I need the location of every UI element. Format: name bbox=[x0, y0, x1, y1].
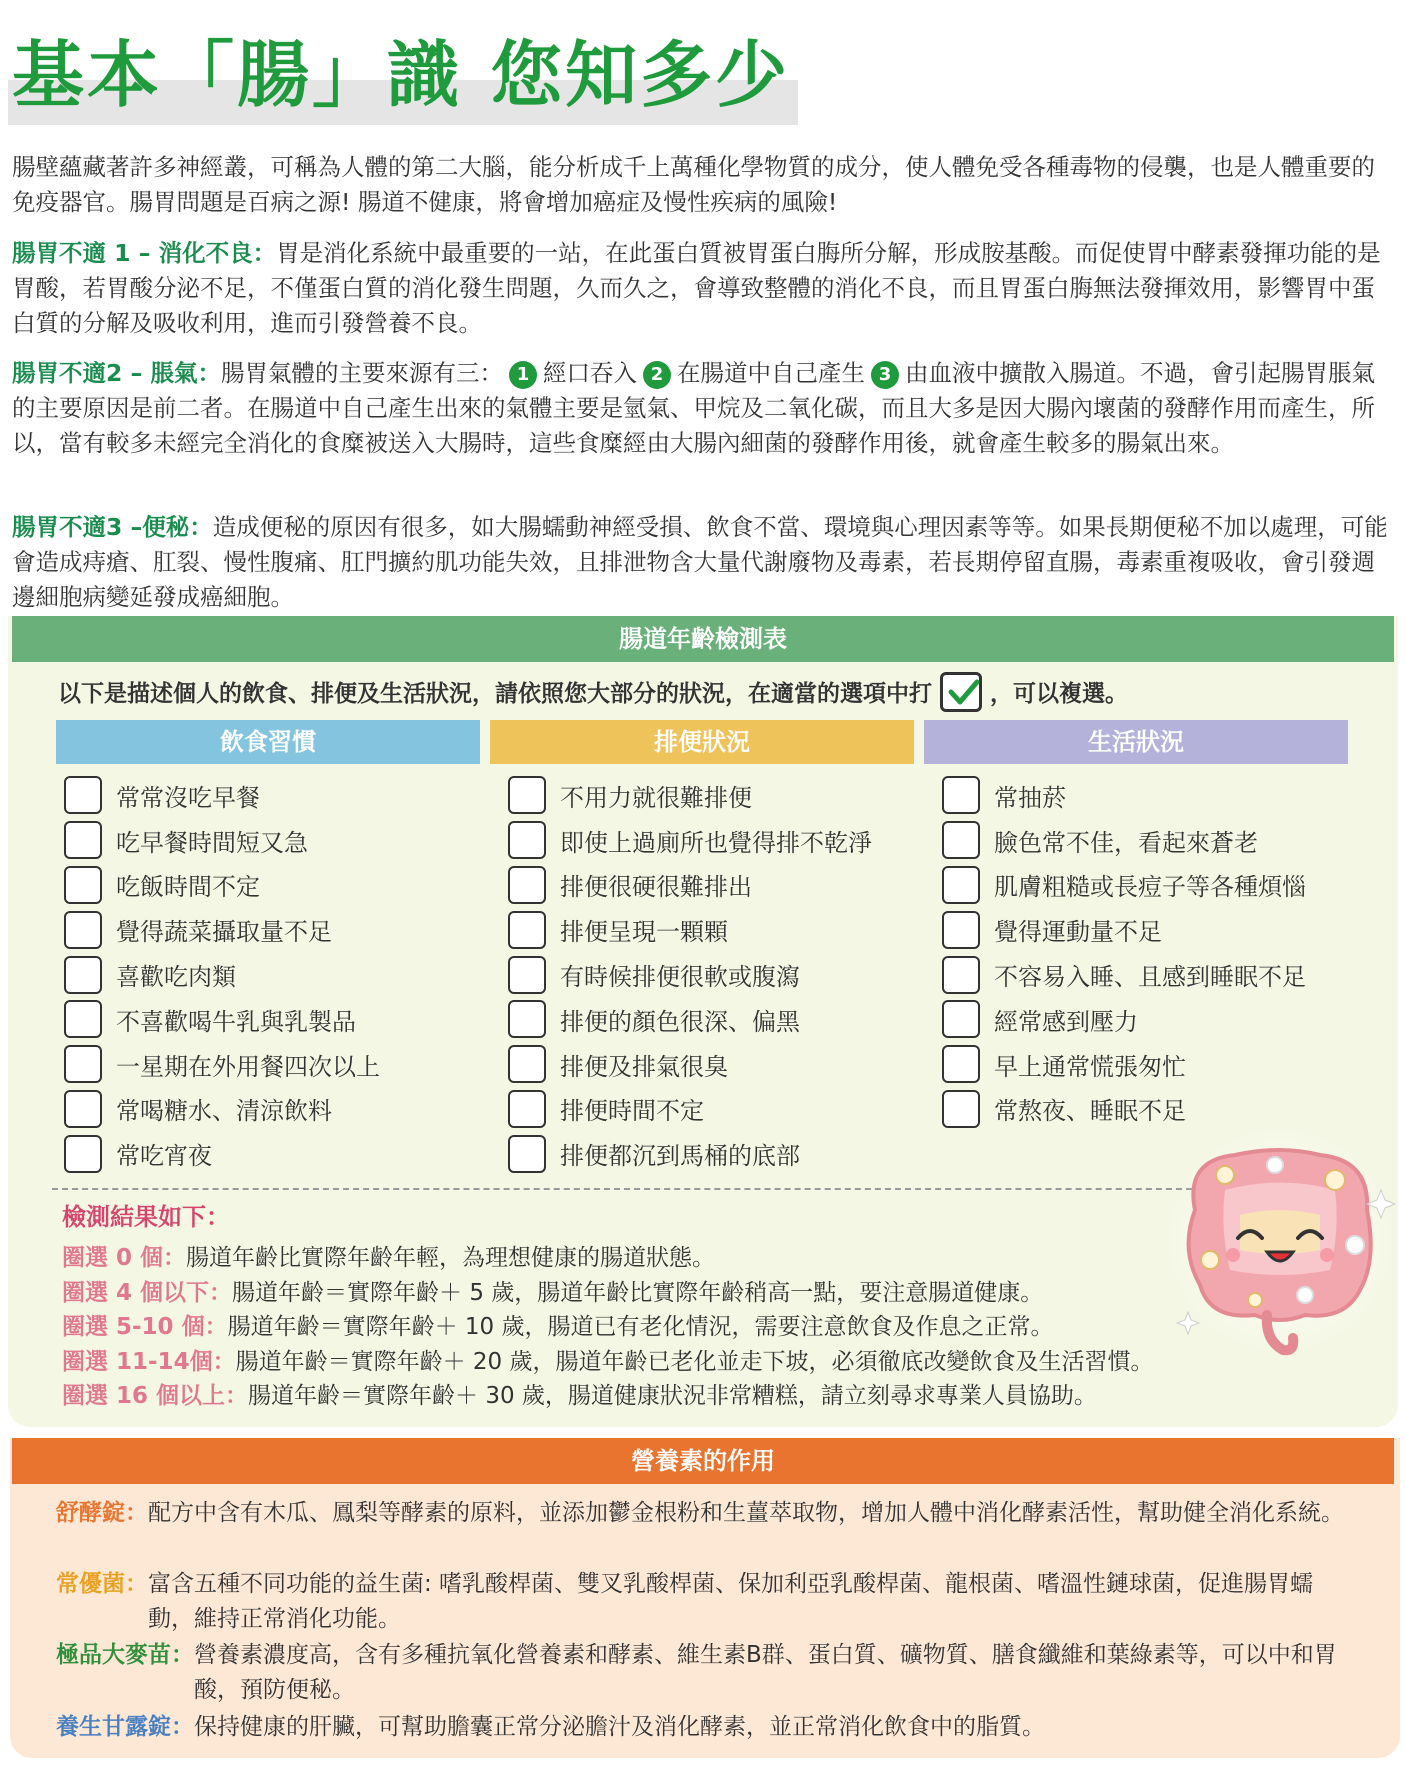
checklist-item[interactable] bbox=[64, 818, 380, 863]
checkbox[interactable] bbox=[508, 956, 546, 994]
number-badge-2: 2 bbox=[643, 361, 671, 389]
result-text: 腸道年齡＝實際年齡＋ 30 歲，腸道健康狀況非常糟糕，請立刻尋求專業人員協助。 bbox=[248, 1383, 1097, 1409]
checkbox[interactable] bbox=[508, 1045, 546, 1083]
result-item bbox=[62, 1379, 1153, 1414]
intestine-mascot-icon bbox=[1155, 1120, 1405, 1370]
checklist-item[interactable] bbox=[508, 1131, 872, 1176]
gas-source-3: 由血液中擴散入腸道。 bbox=[904, 359, 1140, 387]
checkbox[interactable] bbox=[942, 1045, 980, 1083]
checklist-item-label: 吃早餐時間短又急 bbox=[116, 828, 308, 857]
checklist-item-label: 常常沒吃早餐 bbox=[116, 783, 260, 812]
nutrition-text: 營養素濃度高，含有多種抗氧化營養素和酵素、維生素B群、蛋白質、礦物質、膳食纖維和葉綠素等，可以中和胃酸，預防便秘。 bbox=[194, 1642, 1337, 1703]
checklist-item[interactable] bbox=[942, 907, 1306, 952]
checklist-item[interactable] bbox=[64, 907, 380, 952]
checkbox[interactable] bbox=[64, 821, 102, 859]
column-header-lifestyle: 生活狀況 bbox=[924, 720, 1348, 764]
checklist-item[interactable] bbox=[942, 952, 1306, 997]
result-text: 腸道年齡＝實際年齡＋ 5 歲，腸道年齡比實際年齡稍高一點，要注意腸道健康。 bbox=[232, 1279, 1044, 1306]
result-item bbox=[62, 1276, 1153, 1311]
results-divider bbox=[52, 1188, 1192, 1190]
gas-source-1: 經口吞入 bbox=[542, 359, 637, 387]
checkbox[interactable] bbox=[508, 1135, 546, 1173]
nutrition-label: 舒酵錠： bbox=[56, 1500, 148, 1526]
checkmark-icon bbox=[940, 672, 982, 712]
checklist-item-label: 排便的顏色很深、偏黑 bbox=[560, 1007, 800, 1036]
checklist-item-label: 常熬夜、睡眠不足 bbox=[994, 1097, 1186, 1126]
result-text: 腸道年齡＝實際年齡＋ 20 歲，腸道年齡已老化並走下坡，必須徹底改變飲食及生活習慣。 bbox=[235, 1348, 1154, 1375]
checklist-item-label: 排便呈現一顆顆 bbox=[560, 918, 728, 947]
checklist-item-label: 臉色常不佳，看起來蒼老 bbox=[994, 828, 1258, 857]
nutrition-text: 配方中含有木瓜、鳳梨等酵素的原料，並添加鬱金根粉和生薑萃取物，增加人體中消化酵素活性，幫助健全消化系統。 bbox=[148, 1500, 1344, 1526]
nutrition-item bbox=[56, 1496, 1346, 1531]
result-item bbox=[62, 1310, 1153, 1345]
lifestyle-checklist bbox=[942, 773, 1306, 1131]
nutrition-label: 常優菌： bbox=[56, 1571, 148, 1597]
result-label: 圈選 11-14個： bbox=[62, 1348, 236, 1375]
checklist-item[interactable] bbox=[64, 863, 380, 908]
checkbox[interactable] bbox=[508, 1090, 546, 1128]
intro-paragraph: 腸壁蘊藏著許多神經叢，可稱為人體的第二大腦，能分析成千上萬種化學物質的成分，使人體免受各種毒物的侵襲，也是人體重要的免疫器官。腸胃問題是百病之源! 腸道不健康，將會增加癌症及慢性疾病的風險! bbox=[12, 153, 1375, 216]
checkbox[interactable] bbox=[64, 1090, 102, 1128]
checklist-item-label: 覺得蔬菜攝取量不足 bbox=[116, 918, 332, 947]
checklist-item[interactable] bbox=[64, 773, 380, 818]
instruction-text: 以下是描述個人的飲食、排便及生活狀況，請依照您大部分的狀況，在適當的選項中打 bbox=[58, 681, 932, 707]
number-badge-3: 3 bbox=[871, 361, 899, 389]
paragraph-bloating bbox=[12, 356, 1394, 461]
paragraph-indigestion bbox=[12, 236, 1394, 341]
result-text: 腸道年齡＝實際年齡＋ 10 歲，腸道已有老化情況，需要注意飲食及作息之正常。 bbox=[227, 1314, 1054, 1340]
result-label: 圈選 5-10 個： bbox=[62, 1314, 228, 1340]
checkbox[interactable] bbox=[508, 821, 546, 859]
checklist-item-label: 喜歡吃肉類 bbox=[116, 963, 236, 992]
result-label: 圈選 4 個以下： bbox=[62, 1279, 233, 1306]
checkbox[interactable] bbox=[942, 866, 980, 904]
column-header-bowel: 排便狀況 bbox=[490, 720, 914, 764]
checklist-item-label: 經常感到壓力 bbox=[994, 1007, 1138, 1036]
paragraph-label: 腸胃不適3 –便秘： bbox=[12, 513, 213, 541]
gas-source-2: 在腸道中自己產生 bbox=[676, 359, 865, 387]
checklist-item-label: 排便及排氣很臭 bbox=[560, 1052, 728, 1081]
instruction-text-end: ，可以複選。 bbox=[990, 681, 1128, 707]
checkbox[interactable] bbox=[64, 1135, 102, 1173]
results-list bbox=[62, 1241, 1153, 1414]
checkbox[interactable] bbox=[508, 776, 546, 814]
paragraph-text: 不過，會引起腸胃脹氣的主要原因是前二者。在腸道中自己產生出來的氣體主要是氫氣、甲烷及二氧化碳，而且大多是因大腸內壞菌的發酵作用而產生，所以，當有較多未經完全消化的食糜被送入大腸時，這些食糜經由大腸內細菌的發酵作用後，就會產生較多的腸氣出來。 bbox=[12, 359, 1375, 457]
column-header-diet: 飲食習慣 bbox=[56, 720, 480, 764]
checkbox[interactable] bbox=[64, 776, 102, 814]
paragraph-label: 腸胃不適 1 – 消化不良： bbox=[12, 239, 277, 267]
checklist-item-label: 早上通常慌張匆忙 bbox=[994, 1052, 1186, 1081]
checkbox[interactable] bbox=[942, 1000, 980, 1038]
checklist-item[interactable] bbox=[64, 1042, 380, 1087]
checkbox[interactable] bbox=[64, 911, 102, 949]
checklist-item-label: 排便都沉到馬桶的底部 bbox=[560, 1142, 800, 1171]
checkbox[interactable] bbox=[64, 866, 102, 904]
result-label: 圈選 0 個： bbox=[62, 1245, 187, 1271]
result-label: 圈選 16 個以上： bbox=[62, 1383, 249, 1409]
checklist-item-label: 覺得運動量不足 bbox=[994, 918, 1162, 947]
checklist-item-label: 常吃宵夜 bbox=[116, 1142, 212, 1171]
diet-checklist bbox=[64, 773, 380, 1176]
nutrition-item bbox=[56, 1638, 1346, 1707]
checklist-item-label: 有時候排便很軟或腹瀉 bbox=[560, 963, 800, 992]
checklist-item-label: 不容易入睡、且感到睡眠不足 bbox=[994, 963, 1306, 992]
nutrition-item bbox=[56, 1710, 1346, 1745]
nutrition-title: 營養素的作用 bbox=[12, 1438, 1394, 1484]
checklist-item[interactable] bbox=[64, 952, 380, 997]
paragraph-constipation bbox=[12, 510, 1394, 615]
paragraph-label: 腸胃不適2 – 脹氣： bbox=[12, 359, 221, 387]
nutrition-label: 極品大麥苗： bbox=[56, 1642, 194, 1668]
checklist-item[interactable] bbox=[508, 818, 872, 863]
checklist-item-label: 吃飯時間不定 bbox=[116, 873, 260, 902]
checklist-title: 腸道年齡檢測表 bbox=[12, 616, 1394, 662]
checklist-item[interactable] bbox=[942, 773, 1306, 818]
paragraph-text: 造成便秘的原因有很多，如大腸蠕動神經受損、飲食不當、環境與心理因素等等。如果長期便秘不加以處理，可能會造成痔瘡、肛裂、慢性腹痛、肛門擴約肌功能失效，且排泄物含大量代謝廢物及毒素，若長期停留直腸，毒素重複吸收，會引發週邊細胞病變延發成癌細胞。 bbox=[12, 513, 1388, 611]
checklist-item[interactable] bbox=[508, 863, 872, 908]
paragraph-text: 胃是消化系統中最重要的一站，在此蛋白質被胃蛋白脢所分解，形成胺基酸。而促使胃中酵素發揮功能的是胃酸，若胃酸分泌不足，不僅蛋白質的消化發生問題，久而久之，會導致整體的消化不良，而且胃蛋白脢無法發揮效用，影響胃中蛋白質的分解及吸收利用，進而引發營養不良。 bbox=[12, 239, 1381, 337]
checklist-item[interactable] bbox=[942, 1042, 1306, 1087]
checklist-item[interactable] bbox=[64, 1087, 380, 1132]
checklist-instruction bbox=[58, 672, 1128, 716]
results-title: 檢測結果如下： bbox=[62, 1203, 230, 1231]
checklist-item-label: 即使上過廁所也覺得排不乾淨 bbox=[560, 828, 872, 857]
checklist-item[interactable] bbox=[508, 1042, 872, 1087]
result-text: 腸道年齡比實際年齡年輕，為理想健康的腸道狀態。 bbox=[186, 1245, 716, 1271]
checklist-item[interactable] bbox=[64, 1131, 380, 1176]
nutrition-label: 養生甘露錠： bbox=[56, 1714, 194, 1740]
bowel-checklist bbox=[508, 773, 872, 1176]
nutrition-text: 保持健康的肝臟，可幫助膽囊正常分泌膽汁及消化酵素，並正常消化飲食中的脂質。 bbox=[194, 1714, 1045, 1740]
checkbox[interactable] bbox=[64, 1045, 102, 1083]
checklist-item-label: 不用力就很難排便 bbox=[560, 783, 752, 812]
checklist-item-label: 排便很硬很難排出 bbox=[560, 873, 752, 902]
checklist-item-label: 排便時間不定 bbox=[560, 1097, 704, 1126]
checklist-item[interactable] bbox=[508, 952, 872, 997]
number-badge-1: 1 bbox=[509, 361, 537, 389]
checklist-item[interactable] bbox=[942, 997, 1306, 1042]
checklist-item[interactable] bbox=[508, 1087, 872, 1132]
nutrition-item bbox=[56, 1567, 1346, 1636]
result-item bbox=[62, 1345, 1153, 1380]
checklist-item[interactable] bbox=[508, 907, 872, 952]
page-title: 基本「腸」識 您知多少 bbox=[12, 33, 791, 117]
nutrition-text: 富含五種不同功能的益生菌: 嗜乳酸桿菌、雙叉乳酸桿菌、保加利亞乳酸桿菌、龍根菌、嗜溫性鏈球菌，促進腸胃蠕動，維持正常消化功能。 bbox=[148, 1571, 1314, 1632]
checklist-item-label: 不喜歡喝牛乳與乳製品 bbox=[116, 1007, 356, 1036]
checkbox[interactable] bbox=[64, 956, 102, 994]
checkbox[interactable] bbox=[508, 866, 546, 904]
checklist-item[interactable] bbox=[508, 997, 872, 1042]
checklist-item[interactable] bbox=[942, 863, 1306, 908]
checkbox[interactable] bbox=[942, 776, 980, 814]
checkbox[interactable] bbox=[508, 911, 546, 949]
checkbox[interactable] bbox=[64, 1000, 102, 1038]
checklist-item[interactable] bbox=[942, 818, 1306, 863]
checklist-item-label: 常抽菸 bbox=[994, 783, 1066, 812]
checkbox[interactable] bbox=[942, 956, 980, 994]
checkbox[interactable] bbox=[942, 911, 980, 949]
checklist-item[interactable] bbox=[64, 997, 380, 1042]
checklist-item-label: 一星期在外用餐四次以上 bbox=[116, 1052, 380, 1081]
checkbox[interactable] bbox=[508, 1000, 546, 1038]
checklist-item-label: 常喝糖水、清涼飲料 bbox=[116, 1097, 332, 1126]
checkbox[interactable] bbox=[942, 1090, 980, 1128]
paragraph-text: 腸胃氣體的主要來源有三： bbox=[220, 359, 503, 387]
checklist-item-label: 肌膚粗糙或長痘子等各種煩惱 bbox=[994, 873, 1306, 902]
checkbox[interactable] bbox=[942, 821, 980, 859]
result-item bbox=[62, 1241, 1153, 1276]
checklist-item[interactable] bbox=[508, 773, 872, 818]
